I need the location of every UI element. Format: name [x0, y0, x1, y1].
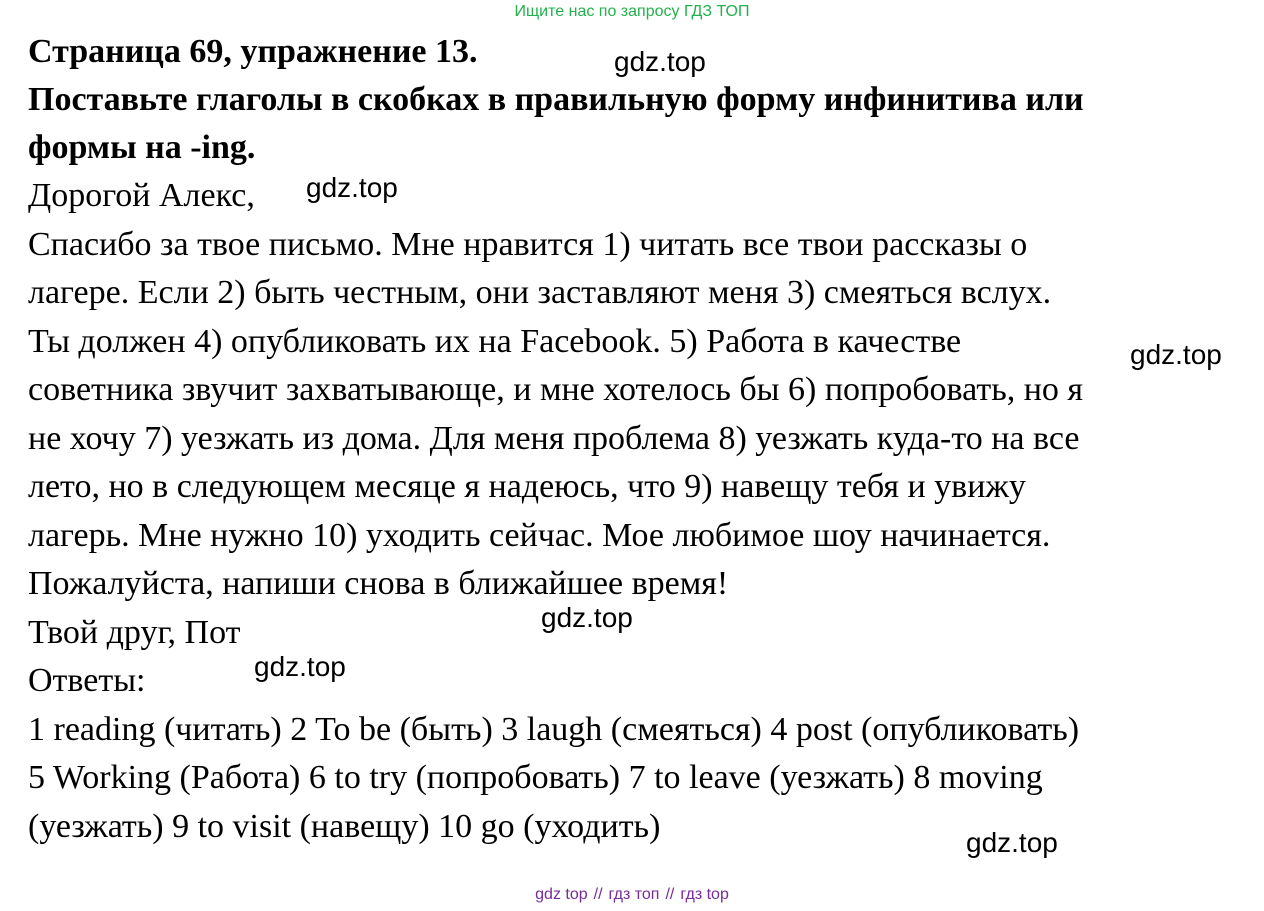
task-instruction-line-1: Поставьте глаголы в скобках в правильную форму инфинитива или — [28, 81, 1084, 118]
letter-line: Ты должен 4) опубликовать их на Facebook. 5) Работа в качестве — [28, 322, 962, 360]
letter-line: лето, но в следующем месяце я надеюсь, что 9) навещу тебя и увижу — [28, 468, 1026, 505]
letter-line: лагерь. Мне нужно 10) уходить сейчас. Мое любимое шоу начинается. — [28, 516, 1051, 554]
letter-line: не хочу 7) уезжать из дома. Для меня проблема 8) уезжать куда-то на все — [28, 419, 1080, 457]
answer-line: 1 reading (читать) 2 To be (быть) 3 laugh (смеяться) 4 post (опубликовать) — [28, 710, 1080, 748]
answer-line: 5 Working (Работа) 6 to try (попробовать) 7 to leave (уезжать) 8 moving — [28, 759, 1043, 796]
document-content — [28, 28, 1248, 851]
watermark-text: gdz.top — [306, 172, 398, 203]
watermark-text: gdz.top — [1130, 339, 1222, 370]
task-instruction-line-2: формы на -ing. — [28, 129, 256, 166]
watermark-text: gdz.top — [614, 46, 706, 77]
footer-separator: // — [665, 886, 675, 903]
letter-signature: Твой друг, Пот — [28, 613, 241, 651]
answers-label: Ответы: — [28, 662, 146, 699]
watermark-text: gdz.top — [966, 827, 1058, 858]
letter-line: Пожалуйста, напиши снова в ближайшее время! — [28, 565, 729, 602]
watermark-text: gdz.top — [541, 602, 633, 633]
footer-links — [0, 885, 1264, 905]
letter-greeting: Дорогой Алекс, — [28, 177, 255, 214]
footer-separator: // — [593, 886, 603, 903]
footer-link[interactable]: гдз top — [680, 886, 729, 903]
letter-line: советника звучит захватывающе, и мне хотелось бы 6) попробовать, но я — [28, 371, 1084, 408]
letter-line: лагере. Если 2) быть честным, они заставляют меня 3) смеяться вслух. — [28, 274, 1052, 311]
footer-link[interactable]: gdz top — [535, 886, 588, 903]
top-banner-text[interactable]: Ищите нас по запросу ГДЗ ТОП — [514, 3, 750, 20]
watermark-text: gdz.top — [254, 651, 346, 682]
page-title: Страница 69, упражнение 13. — [28, 33, 478, 70]
letter-line: Спасибо за твое письмо. Мне нравится 1) читать все твои рассказы о — [28, 225, 1028, 263]
footer-link[interactable]: гдз топ — [608, 886, 660, 903]
answer-line: (уезжать) 9 to visit (навещу) 10 go (уходить) — [28, 807, 661, 845]
